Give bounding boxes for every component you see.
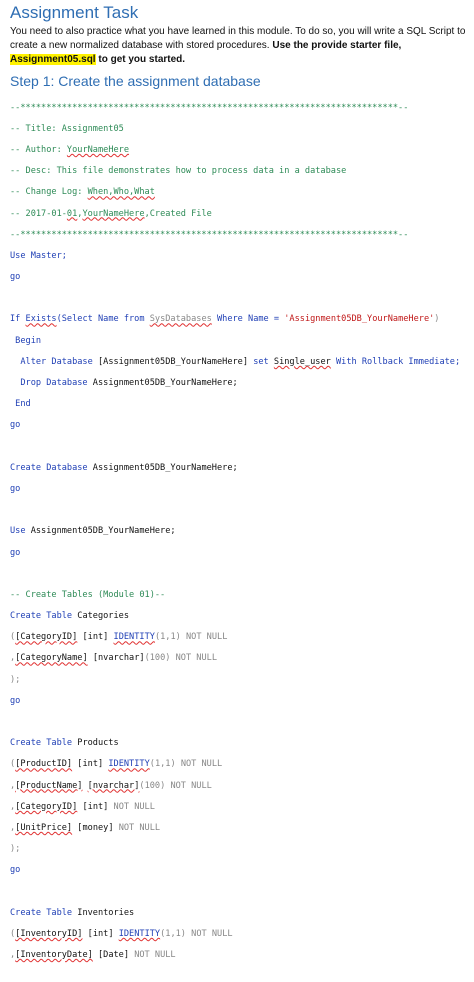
code-drop-db (10, 378, 466, 389)
code-prod-id-col (10, 759, 466, 770)
alter-keyword: Alter Database (10, 356, 98, 367)
code-go-5: go (10, 695, 21, 706)
sysdatabases-ref: SysDatabases (149, 314, 212, 325)
type-int: [int] (82, 632, 109, 643)
not-null: NOT NULL (170, 653, 218, 664)
col-category-id: [CategoryID] (15, 632, 78, 643)
date-sep: , (77, 208, 83, 219)
identity-args: (1,1) (149, 759, 176, 770)
code-go-2: go (10, 420, 21, 431)
drop-db-name: Assignment05DB_YourNameHere; (92, 378, 238, 389)
not-null: NOT NULL (165, 780, 212, 791)
code-create-categories (10, 611, 466, 622)
code-use-master: Use Master; (10, 250, 67, 261)
code-changelog-comment (10, 187, 466, 198)
intro-bold-text: Use the provide starter file, (272, 40, 402, 51)
code-begin: Begin (10, 335, 42, 346)
code-cat-name-col (10, 653, 466, 664)
date-day: 01 (66, 208, 78, 219)
code-alter-db (10, 357, 466, 368)
code-banner: --*************************************************************************-- (10, 102, 409, 113)
not-null: NOT NULL (175, 759, 223, 770)
code-author-comment (10, 145, 466, 156)
code-prod-name-col (10, 781, 466, 792)
author-name: YourNameHere (66, 144, 130, 155)
table-name-products: Products (77, 738, 119, 749)
code-create-inventories (10, 908, 466, 919)
dbname-string: 'Assignment05DB_YourNameHere' (284, 314, 435, 325)
not-null: NOT NULL (180, 632, 228, 643)
col-inventory-id: [InventoryID] (15, 928, 83, 939)
code-close-categories: ); (10, 674, 21, 685)
code-cat-id-col (10, 632, 466, 643)
date-prefix: -- 2017-01- (10, 208, 67, 219)
code-create-products (10, 738, 466, 749)
single-user: Single_user (273, 356, 331, 367)
code-go-4: go (10, 547, 21, 558)
code-create-db (10, 463, 466, 474)
changelog-value: When,Who,What (87, 187, 155, 198)
sql-code-block (10, 92, 466, 982)
col-product-name: [ProductName] (15, 780, 83, 791)
code-end: End (10, 399, 31, 410)
open-paren: ( (10, 632, 16, 643)
type-int: [int] (87, 928, 114, 939)
code-desc-comment: -- Desc: This file demonstrates how to process data in a database (10, 166, 347, 177)
code-prod-cat-col (10, 802, 466, 813)
comma: , (10, 822, 16, 833)
create-db-name: Assignment05DB_YourNameHere; (92, 462, 238, 473)
where-clause: Where Name = (211, 314, 285, 325)
create-table-keyword: Create Table (10, 907, 78, 918)
code-tables-comment: -- Create Tables (Module 01)-- (10, 589, 166, 600)
rollback-clause: With Rollback Immediate; (330, 356, 461, 367)
code-unit-price-col (10, 823, 466, 834)
code-go-3: go (10, 483, 21, 494)
not-null: NOT NULL (113, 822, 161, 833)
code-inv-date-col (10, 950, 466, 961)
code-inv-id-col (10, 929, 466, 940)
open-paren: ( (10, 928, 16, 939)
if-keyword: If (10, 314, 26, 325)
table-name-categories: Categories (77, 611, 130, 622)
code-close-products: ); (10, 844, 21, 855)
intro-text: You need to also practice what you have learned in this module. To do so, you will write a SQL Script to create a new normalized database with stored procedures. (10, 26, 466, 51)
length-100: (100) (144, 653, 171, 664)
code-blank-2 (10, 442, 466, 453)
code-blank-3 (10, 505, 466, 516)
type-money: [money] (77, 822, 114, 833)
intro-bold-suffix: to get you started. (98, 54, 186, 65)
identity-keyword: IDENTITY (108, 759, 150, 770)
changelog-prefix: -- Change Log: (10, 187, 88, 198)
code-blank (10, 293, 466, 304)
type-date: [Date] (97, 950, 130, 961)
use-keyword: Use (10, 526, 31, 537)
col-product-category-id: [CategoryID] (15, 801, 78, 812)
length-100: (100) (139, 780, 166, 791)
type-int: [int] (77, 759, 104, 770)
open-paren: ( (10, 759, 16, 770)
comma: , (10, 653, 16, 664)
code-title-comment: -- Title: Assignment05 (10, 123, 124, 134)
code-if-exists (10, 314, 466, 325)
code-go-6: go (10, 865, 21, 876)
step1-heading: Step 1: Create the assignment database (10, 73, 261, 89)
code-banner-end: --*************************************************************************-- (10, 229, 409, 240)
not-null: NOT NULL (185, 928, 233, 939)
create-db-keyword: Create Database (10, 462, 93, 473)
drop-keyword: Drop Database (10, 378, 93, 389)
identity-args: (1,1) (160, 928, 186, 939)
code-use-db (10, 526, 466, 537)
not-null: NOT NULL (129, 950, 176, 961)
starter-file-name: Assignment05.sql (10, 54, 96, 65)
comma: , (10, 780, 16, 791)
identity-keyword: IDENTITY (113, 632, 155, 643)
exists-keyword: Exists (25, 314, 57, 325)
intro-paragraph (10, 25, 466, 67)
identity-keyword: IDENTITY (118, 928, 161, 939)
close-paren: ) (434, 314, 440, 325)
code-blank-4 (10, 569, 466, 580)
date-name: YourNameHere (82, 208, 145, 219)
code-blank-6 (10, 887, 466, 898)
author-prefix: -- Author: (10, 144, 67, 155)
create-table-keyword: Create Table (10, 738, 78, 749)
comma: , (10, 801, 16, 812)
col-category-name: [CategoryName] (15, 653, 88, 664)
select-clause: (Select Name from (56, 314, 150, 325)
code-date-comment (10, 209, 466, 220)
col-inventory-date: [InventoryDate] (15, 950, 93, 961)
comma: , (10, 950, 16, 961)
page-title: Assignment Task (10, 3, 139, 22)
table-name-inventories: Inventories (77, 907, 135, 918)
col-product-id: [ProductID] (15, 759, 73, 770)
alter-db-name: [Assignment05DB_YourNameHere] (97, 356, 249, 367)
code-blank-5 (10, 717, 466, 728)
create-table-keyword: Create Table (10, 611, 78, 622)
type-int: [int] (82, 801, 109, 812)
not-null: NOT NULL (108, 801, 155, 812)
col-unit-price: [UnitPrice] (15, 822, 73, 833)
code-go: go (10, 272, 21, 283)
identity-args: (1,1) (154, 632, 181, 643)
date-suffix: ,Created File (144, 208, 212, 219)
type-nvarchar: [nvarchar] (92, 653, 145, 664)
use-db-name: Assignment05DB_YourNameHere; (30, 526, 176, 537)
set-keyword: set (248, 356, 274, 367)
type-nvarchar: [nvarchar] (87, 780, 140, 791)
